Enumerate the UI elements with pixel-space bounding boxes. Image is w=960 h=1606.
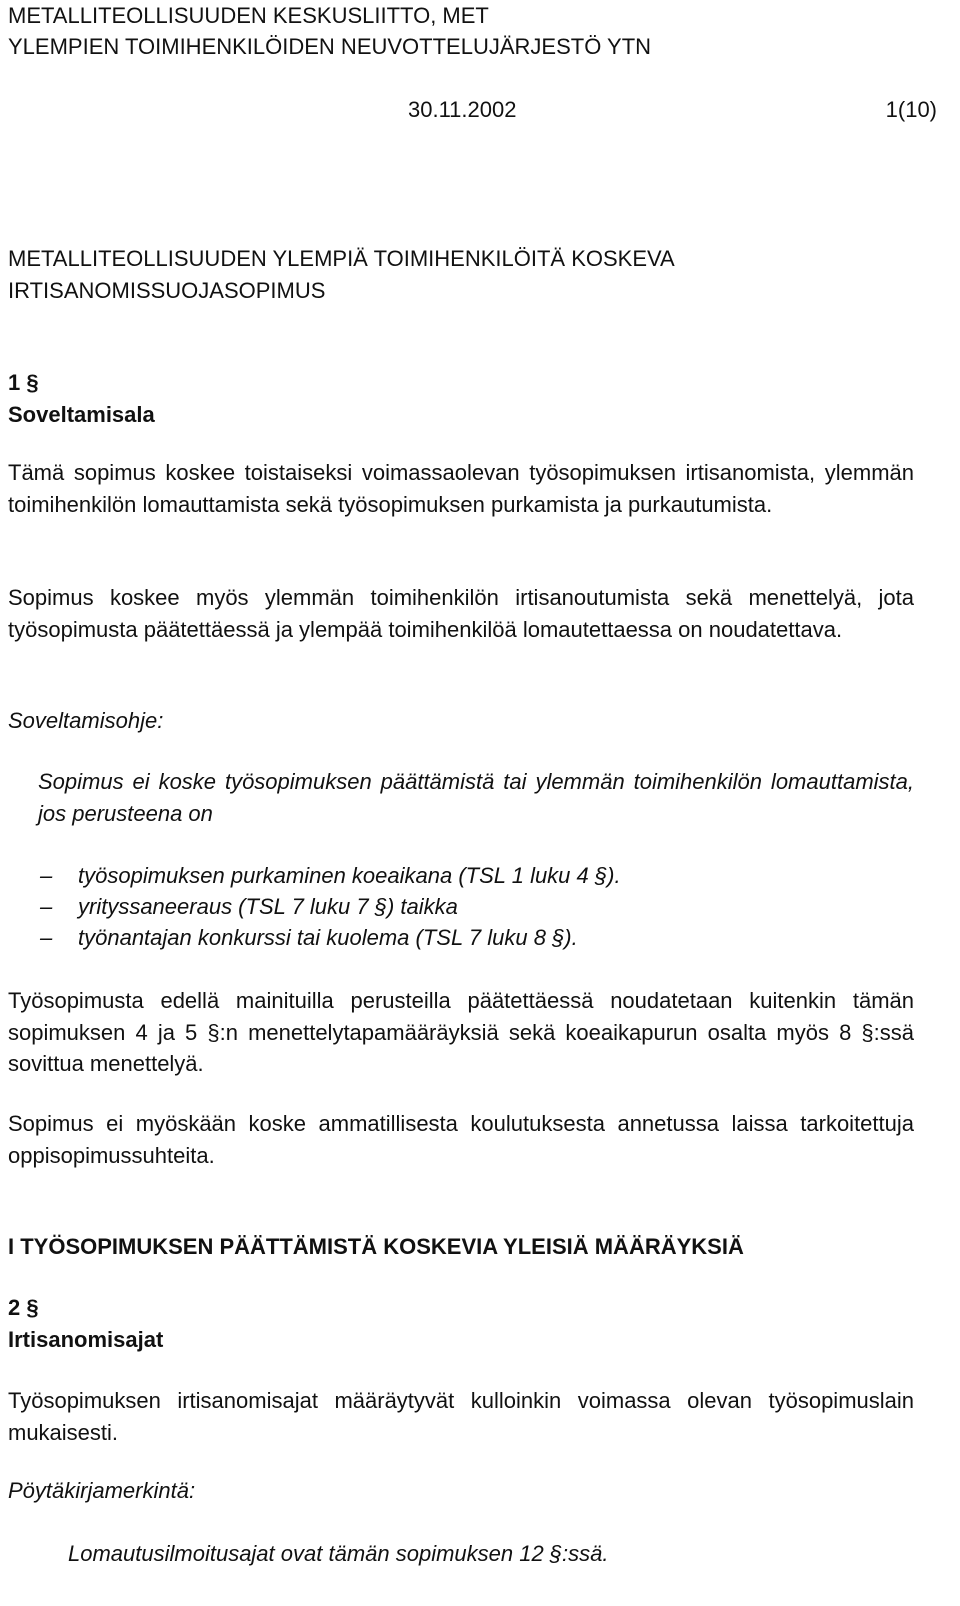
section-2-number: 2 § <box>8 1295 39 1320</box>
list-item-text: työsopimuksen purkaminen koeaikana (TSL 1 luku 4 §). <box>78 863 621 888</box>
section-1-number: 1 § <box>8 370 39 395</box>
document-title-line-2: IRTISANOMISSUOJASOPIMUS <box>8 278 326 303</box>
protocol-note-label: Pöytäkirjamerkintä: <box>8 1478 196 1503</box>
page-number: 1(10) <box>885 97 937 122</box>
section-2-paragraph-1: Työsopimuksen irtisanomisajat määräytyvät kulloinkin voimassa olevan työsopimuslain mukaisesti. <box>8 1388 914 1445</box>
dash-bullet-icon: – <box>40 863 53 888</box>
list-item <box>40 860 920 892</box>
header-organization-2: YLEMPIEN TOIMIHENKILÖIDEN NEUVOTTELUJÄRJESTÖ YTN <box>8 34 652 59</box>
section-1-heading <box>8 367 155 430</box>
list-item-text: työnantajan konkurssi tai kuolema (TSL 7 luku 8 §). <box>78 925 578 950</box>
section-1-paragraph-2: Sopimus koskee myös ylemmän toimihenkilön irtisanoutumista sekä menettelyä, jota työsopimusta päätettäessä ja ylempää toimihenkilöä lomautettaessa on noudatettava. <box>8 585 914 642</box>
section-1-paragraph-3: Työsopimusta edellä mainituilla perusteilla päätettäessä noudatetaan kuitenkin tämän sopimuksen 4 ja 5 §:n menettelytapamääräyksiä sekä koeaikapurun osalta myös 8 §:ssä sovittua menettelyä. <box>8 988 914 1076</box>
section-2-title: Irtisanomisajat <box>8 1326 164 1352</box>
header-organization-1: METALLITEOLLISUUDEN KESKUSLIITTO, MET <box>8 3 489 28</box>
application-guide-label: Soveltamisohje: <box>8 708 164 733</box>
protocol-note-text: Lomautusilmoitusajat ovat tämän sopimuksen 12 §:ssä. <box>68 1541 609 1566</box>
document-title-line-1: METALLITEOLLISUUDEN YLEMPIÄ TOIMIHENKILÖITÄ KOSKEVA <box>8 246 675 271</box>
list-item-text: yrityssaneeraus (TSL 7 luku 7 §) taikka <box>78 894 458 919</box>
header-date: 30.11.2002 <box>408 97 517 122</box>
document-title <box>8 243 675 307</box>
section-2-heading <box>8 1292 163 1355</box>
dash-bullet-icon: – <box>40 925 53 950</box>
document-header <box>8 0 651 62</box>
section-1-title: Soveltamisala <box>8 401 155 427</box>
list-item <box>40 922 920 954</box>
dash-bullet-icon: – <box>40 894 53 919</box>
application-guide-text: Sopimus ei koske työsopimuksen päättämistä tai ylemmän toimihenkilön lomauttamista, jos perusteena on <box>38 769 914 826</box>
part-1-heading: I TYÖSOPIMUKSEN PÄÄTTÄMISTÄ KOSKEVIA YLEISIÄ MÄÄRÄYKSIÄ <box>8 1234 744 1259</box>
list-item <box>40 891 920 923</box>
section-1-paragraph-4: Sopimus ei myöskään koske ammatillisesta koulutuksesta annetussa laissa tarkoitettuja oppisopimussuhteita. <box>8 1111 914 1168</box>
section-1-paragraph-1: Tämä sopimus koskee toistaiseksi voimassaolevan työsopimuksen irtisanomista, ylemmän toimihenkilön lomauttamista sekä työsopimuksen purkamista ja purkautumista. <box>8 460 914 517</box>
